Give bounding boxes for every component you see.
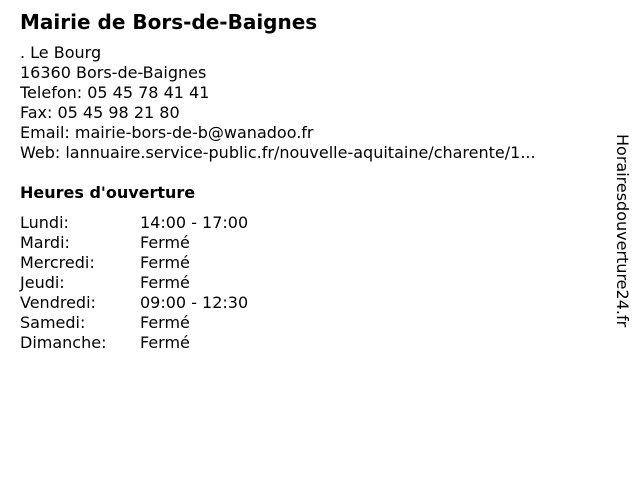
day-hours: 09:00 - 12:30 [140,293,249,312]
hours-row-wednesday [20,253,320,273]
day-hours: Fermé [140,313,190,332]
hours-row-friday [20,293,320,313]
address-city: 16360 Bors-de-Baignes [20,63,207,82]
day-hours: Fermé [140,273,190,292]
hours-row-tuesday [20,233,320,253]
day-label: Vendredi: [20,293,96,312]
day-hours: 14:00 - 17:00 [140,213,249,232]
day-label: Mardi: [20,233,70,252]
day-label: Jeudi: [20,273,65,292]
day-hours: Fermé [140,253,190,272]
phone-number: Telefon: 05 45 78 41 41 [20,83,210,102]
day-hours: Fermé [140,333,190,352]
page-title: Mairie de Bors-de-Baignes [20,10,318,34]
day-hours: Fermé [140,233,190,252]
day-label: Lundi: [20,213,69,232]
opening-hours-table [20,213,320,353]
hours-row-saturday [20,313,320,333]
address-street: . Le Bourg [20,43,102,62]
website-link[interactable]: Web: lannuaire.service-public.fr/nouvelle-aquitaine/charente/1... [20,143,536,162]
site-watermark: Horairesdouverture24.fr [613,134,632,328]
email-address: Email: mairie-bors-de-b@wanadoo.fr [20,123,314,142]
hours-row-monday [20,213,320,233]
opening-hours-heading: Heures d'ouverture [20,183,196,202]
hours-row-sunday [20,333,320,353]
hours-row-thursday [20,273,320,293]
day-label: Samedi: [20,313,86,332]
day-label: Dimanche: [20,333,107,352]
fax-number: Fax: 05 45 98 21 80 [20,103,180,122]
day-label: Mercredi: [20,253,95,272]
contact-block [20,43,536,163]
